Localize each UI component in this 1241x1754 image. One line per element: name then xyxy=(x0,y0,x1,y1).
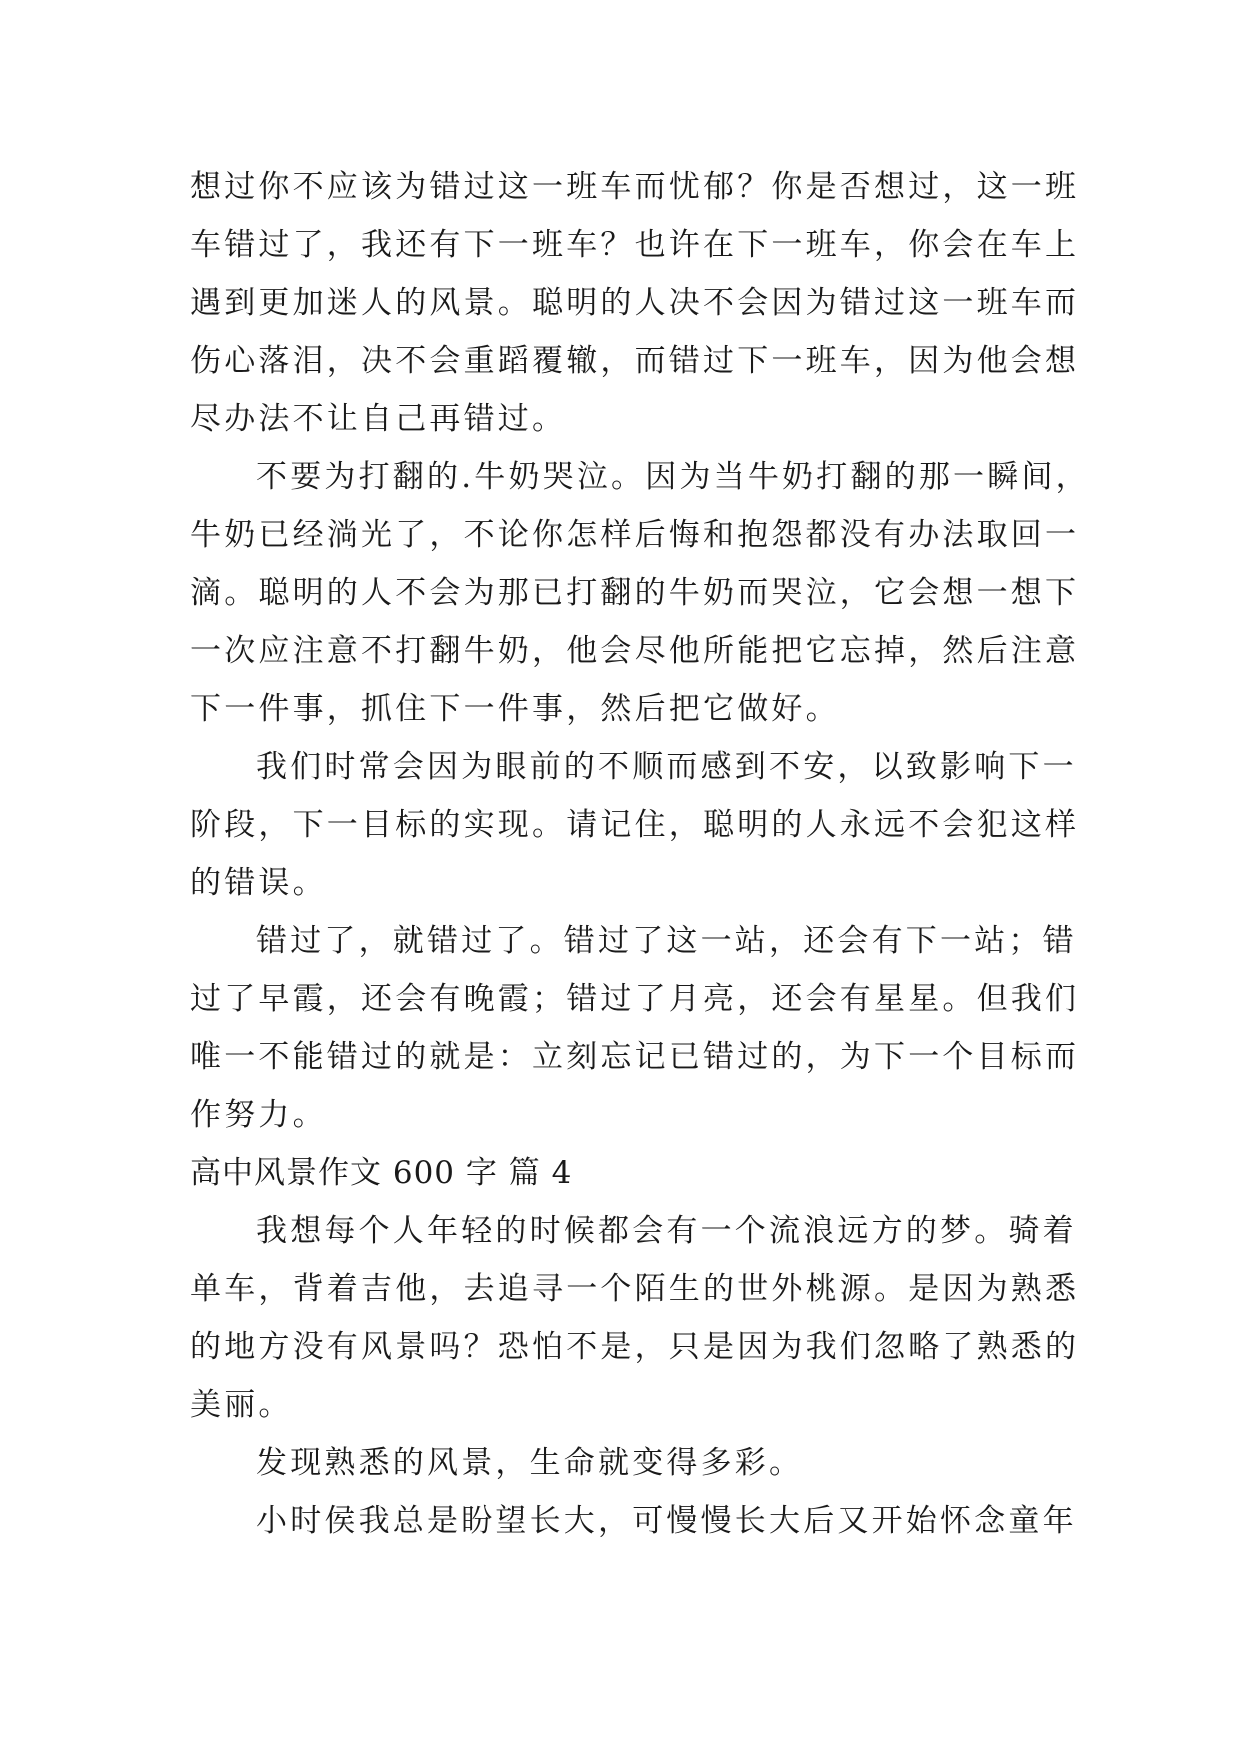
paragraph-start-line: 错过了，就错过了。错过了这一站，还会有下一站；错 xyxy=(256,923,1077,959)
text-line: 一次应注意不打翻牛奶，他会尽他所能把它忘掉，然后注意 xyxy=(190,633,1080,669)
document-body xyxy=(190,158,1090,1550)
text-line: 作努力。 xyxy=(190,1097,327,1133)
text-line: 过了早霞，还会有晚霞；错过了月亮，还会有星星。但我们 xyxy=(190,981,1080,1017)
paragraph-start-line: 我们时常会因为眼前的不顺而感到不安，以致影响下一 xyxy=(256,749,1077,785)
paragraph-start-line: 我想每个人年轻的时候都会有一个流浪远方的梦。骑着 xyxy=(256,1213,1077,1249)
section-heading: 高中风景作文 600 字 篇 4 xyxy=(190,1155,573,1191)
text-line: 尽办法不让自己再错过。 xyxy=(190,401,567,437)
text-line: 想过你不应该为错过这一班车而忧郁？你是否想过，这一班 xyxy=(190,169,1080,205)
text-line: 唯一不能错过的就是：立刻忘记已错过的，为下一个目标而 xyxy=(190,1039,1080,1075)
text-line: 车错过了，我还有下一班车？也许在下一班车，你会在车上 xyxy=(190,227,1080,263)
text-line: 的错误。 xyxy=(190,865,327,901)
text-line: 伤心落泪，决不会重蹈覆辙，而错过下一班车，因为他会想 xyxy=(190,343,1080,379)
text-line: 的地方没有风景吗？恐怕不是，只是因为我们忽略了熟悉的 xyxy=(190,1329,1080,1365)
paragraph-start-line: 不要为打翻的.牛奶哭泣。因为当牛奶打翻的那一瞬间， xyxy=(256,459,1090,495)
text-line: 单车，背着吉他，去追寻一个陌生的世外桃源。是因为熟悉 xyxy=(190,1271,1080,1307)
text-line: 遇到更加迷人的风景。聪明的人决不会因为错过这一班车而 xyxy=(190,285,1080,321)
text-line: 牛奶已经淌光了，不论你怎样后悔和抱怨都没有办法取回一 xyxy=(190,517,1080,553)
paragraph-start-line: 发现熟悉的风景，生命就变得多彩。 xyxy=(256,1445,804,1481)
text-line: 阶段，下一目标的实现。请记住，聪明的人永远不会犯这样 xyxy=(190,807,1080,843)
paragraph-start-line: 小时侯我总是盼望长大，可慢慢长大后又开始怀念童年 xyxy=(256,1503,1077,1539)
text-line: 下一件事，抓住下一件事，然后把它做好。 xyxy=(190,691,840,727)
text-line: 滴。聪明的人不会为那已打翻的牛奶而哭泣，它会想一想下 xyxy=(190,575,1080,611)
text-line: 美丽。 xyxy=(190,1387,293,1423)
